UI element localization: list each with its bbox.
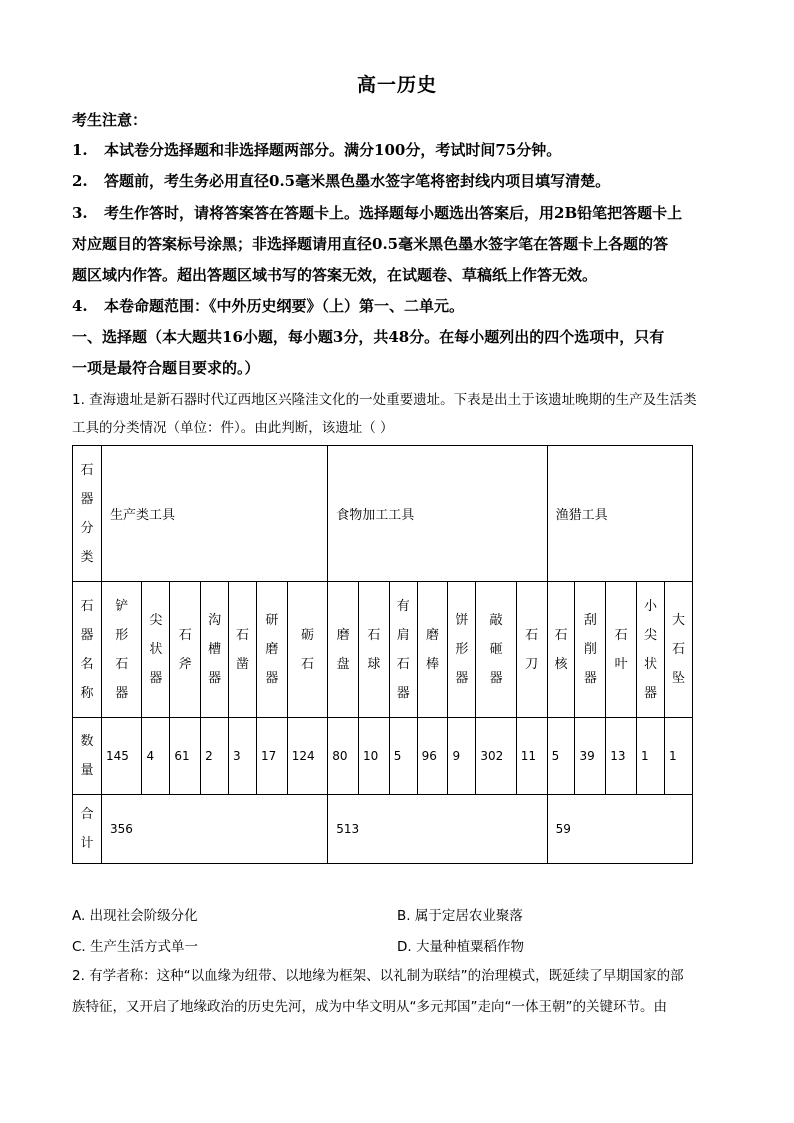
table-row-names [73,582,693,718]
tool-name: 有 肩 石 器 [389,582,417,718]
notice-item-3-cont2: 题区域内作答。超出答题区域书写的答案无效，在试题卷、草稿纸上作答无效。 [72,266,598,284]
section-heading: 一、选择题（本大题共16小题，每小题3分，共48分。在每小题列出的四个选项中，只有 [72,328,665,346]
notice-item-2 [72,171,724,191]
question-2-stem-cont: 族特征，又开启了地缘政治的历史先河，成为中华文明从“多元邦国”走向“一体王朝”的关键环节。由 [72,999,667,1015]
tool-quantity: 17 [256,718,287,795]
notice-item-3 [72,203,724,223]
tool-quantity: 1 [637,718,665,795]
tool-name: 石 斧 [170,582,201,718]
tool-quantity: 13 [606,718,637,795]
tool-name: 刮 削 器 [575,582,606,718]
notice-heading: 考生注意： [72,111,148,129]
total-production: 356 [102,795,328,864]
category-food-processing: 食物加工工具 [328,446,547,582]
notice-item-4 [72,296,724,316]
tool-quantity: 4 [142,718,170,795]
row-label-quantity: 数 量 [73,718,102,795]
table-row-quantity [73,718,693,795]
tool-name: 研 磨 器 [256,582,287,718]
tool-quantity: 124 [287,718,327,795]
tool-quantity: 9 [448,718,476,795]
tool-quantity: 5 [389,718,417,795]
tool-name: 磨 棒 [417,582,448,718]
tool-name: 沟 槽 器 [201,582,229,718]
section-heading-cont: 一项是最符合题目要求的。） [72,359,260,377]
question-2-stem: 2. 有学者称：这种“以血缘为纽带、以地缘为框架、以礼制为联结”的治理模式，既延续了早期国家的部 [72,968,684,984]
table-row-total [73,795,693,864]
notice-item-number: 4. [72,297,88,315]
category-fishing-hunting: 渔猎工具 [547,446,692,582]
category-production: 生产类工具 [102,446,328,582]
tool-name: 大 石 坠 [664,582,692,718]
tool-quantity: 145 [102,718,142,795]
total-food-processing: 513 [328,795,547,864]
tool-table [72,445,693,864]
tool-name: 石 刀 [516,582,547,718]
row-label-category: 石 器 分 类 [73,446,102,582]
option-b: B. 属于定居农业聚落 [397,908,523,924]
tool-quantity: 1 [664,718,692,795]
tool-name: 小 尖 状 器 [637,582,665,718]
tool-name: 铲 形 石 器 [102,582,142,718]
tool-name: 石 核 [547,582,575,718]
tool-quantity: 80 [328,718,359,795]
tool-quantity: 39 [575,718,606,795]
tool-quantity: 10 [358,718,389,795]
notice-item-text: 答题前，考生务必用直径0.5毫米黑色墨水签字笔将密封线内项目填写清楚。 [104,172,611,190]
total-fishing-hunting: 59 [547,795,692,864]
tool-name: 砺 石 [287,582,327,718]
tool-quantity: 2 [201,718,229,795]
tool-quantity: 302 [476,718,516,795]
tool-name: 尖 状 器 [142,582,170,718]
page-title: 高一历史 [356,74,437,96]
notice-item-number: 1. [72,141,88,159]
tool-quantity: 61 [170,718,201,795]
tool-name: 石 球 [358,582,389,718]
notice-item-number: 2. [72,172,88,190]
tool-quantity: 96 [417,718,448,795]
notice-item-number: 3. [72,204,88,222]
table-row-category [73,446,693,582]
tool-quantity: 5 [547,718,575,795]
notice-item-3-cont: 对应题目的答案标号涂黑；非选择题请用直径0.5毫米黑色墨水签字笔在答题卡上各题的答 [72,235,669,253]
notice-item-1 [72,140,724,160]
option-a: A. 出现社会阶级分化 [72,908,198,924]
tool-name: 饼 形 器 [448,582,476,718]
tool-name: 磨 盘 [328,582,359,718]
question-1-stem-cont: 工具的分类情况（单位：件）。由此判断，该遗址（ ） [72,420,394,436]
tool-quantity: 3 [229,718,257,795]
option-d: D. 大量种植粟稻作物 [397,939,524,955]
row-label-total: 合 计 [73,795,102,864]
tool-quantity: 11 [516,718,547,795]
notice-item-text: 本试卷分选择题和非选择题两部分。满分100分，考试时间75分钟。 [104,141,562,159]
option-c: C. 生产生活方式单一 [72,939,199,955]
tool-name: 敲 砸 器 [476,582,516,718]
notice-item-text: 本卷命题范围：《中外历史纲要》（上）第一、二单元。 [104,297,465,315]
notice-item-text: 考生作答时，请将答案答在答题卡上。选择题每小题选出答案后，用2B铅笔把答题卡上 [104,204,683,222]
tool-name: 石 叶 [606,582,637,718]
question-1-stem: 1. 查海遗址是新石器时代辽西地区兴隆洼文化的一处重要遗址。下表是出土于该遗址晚期的生产及生活类 [72,392,697,408]
tool-name: 石 凿 [229,582,257,718]
row-label-name: 石 器 名 称 [73,582,102,718]
